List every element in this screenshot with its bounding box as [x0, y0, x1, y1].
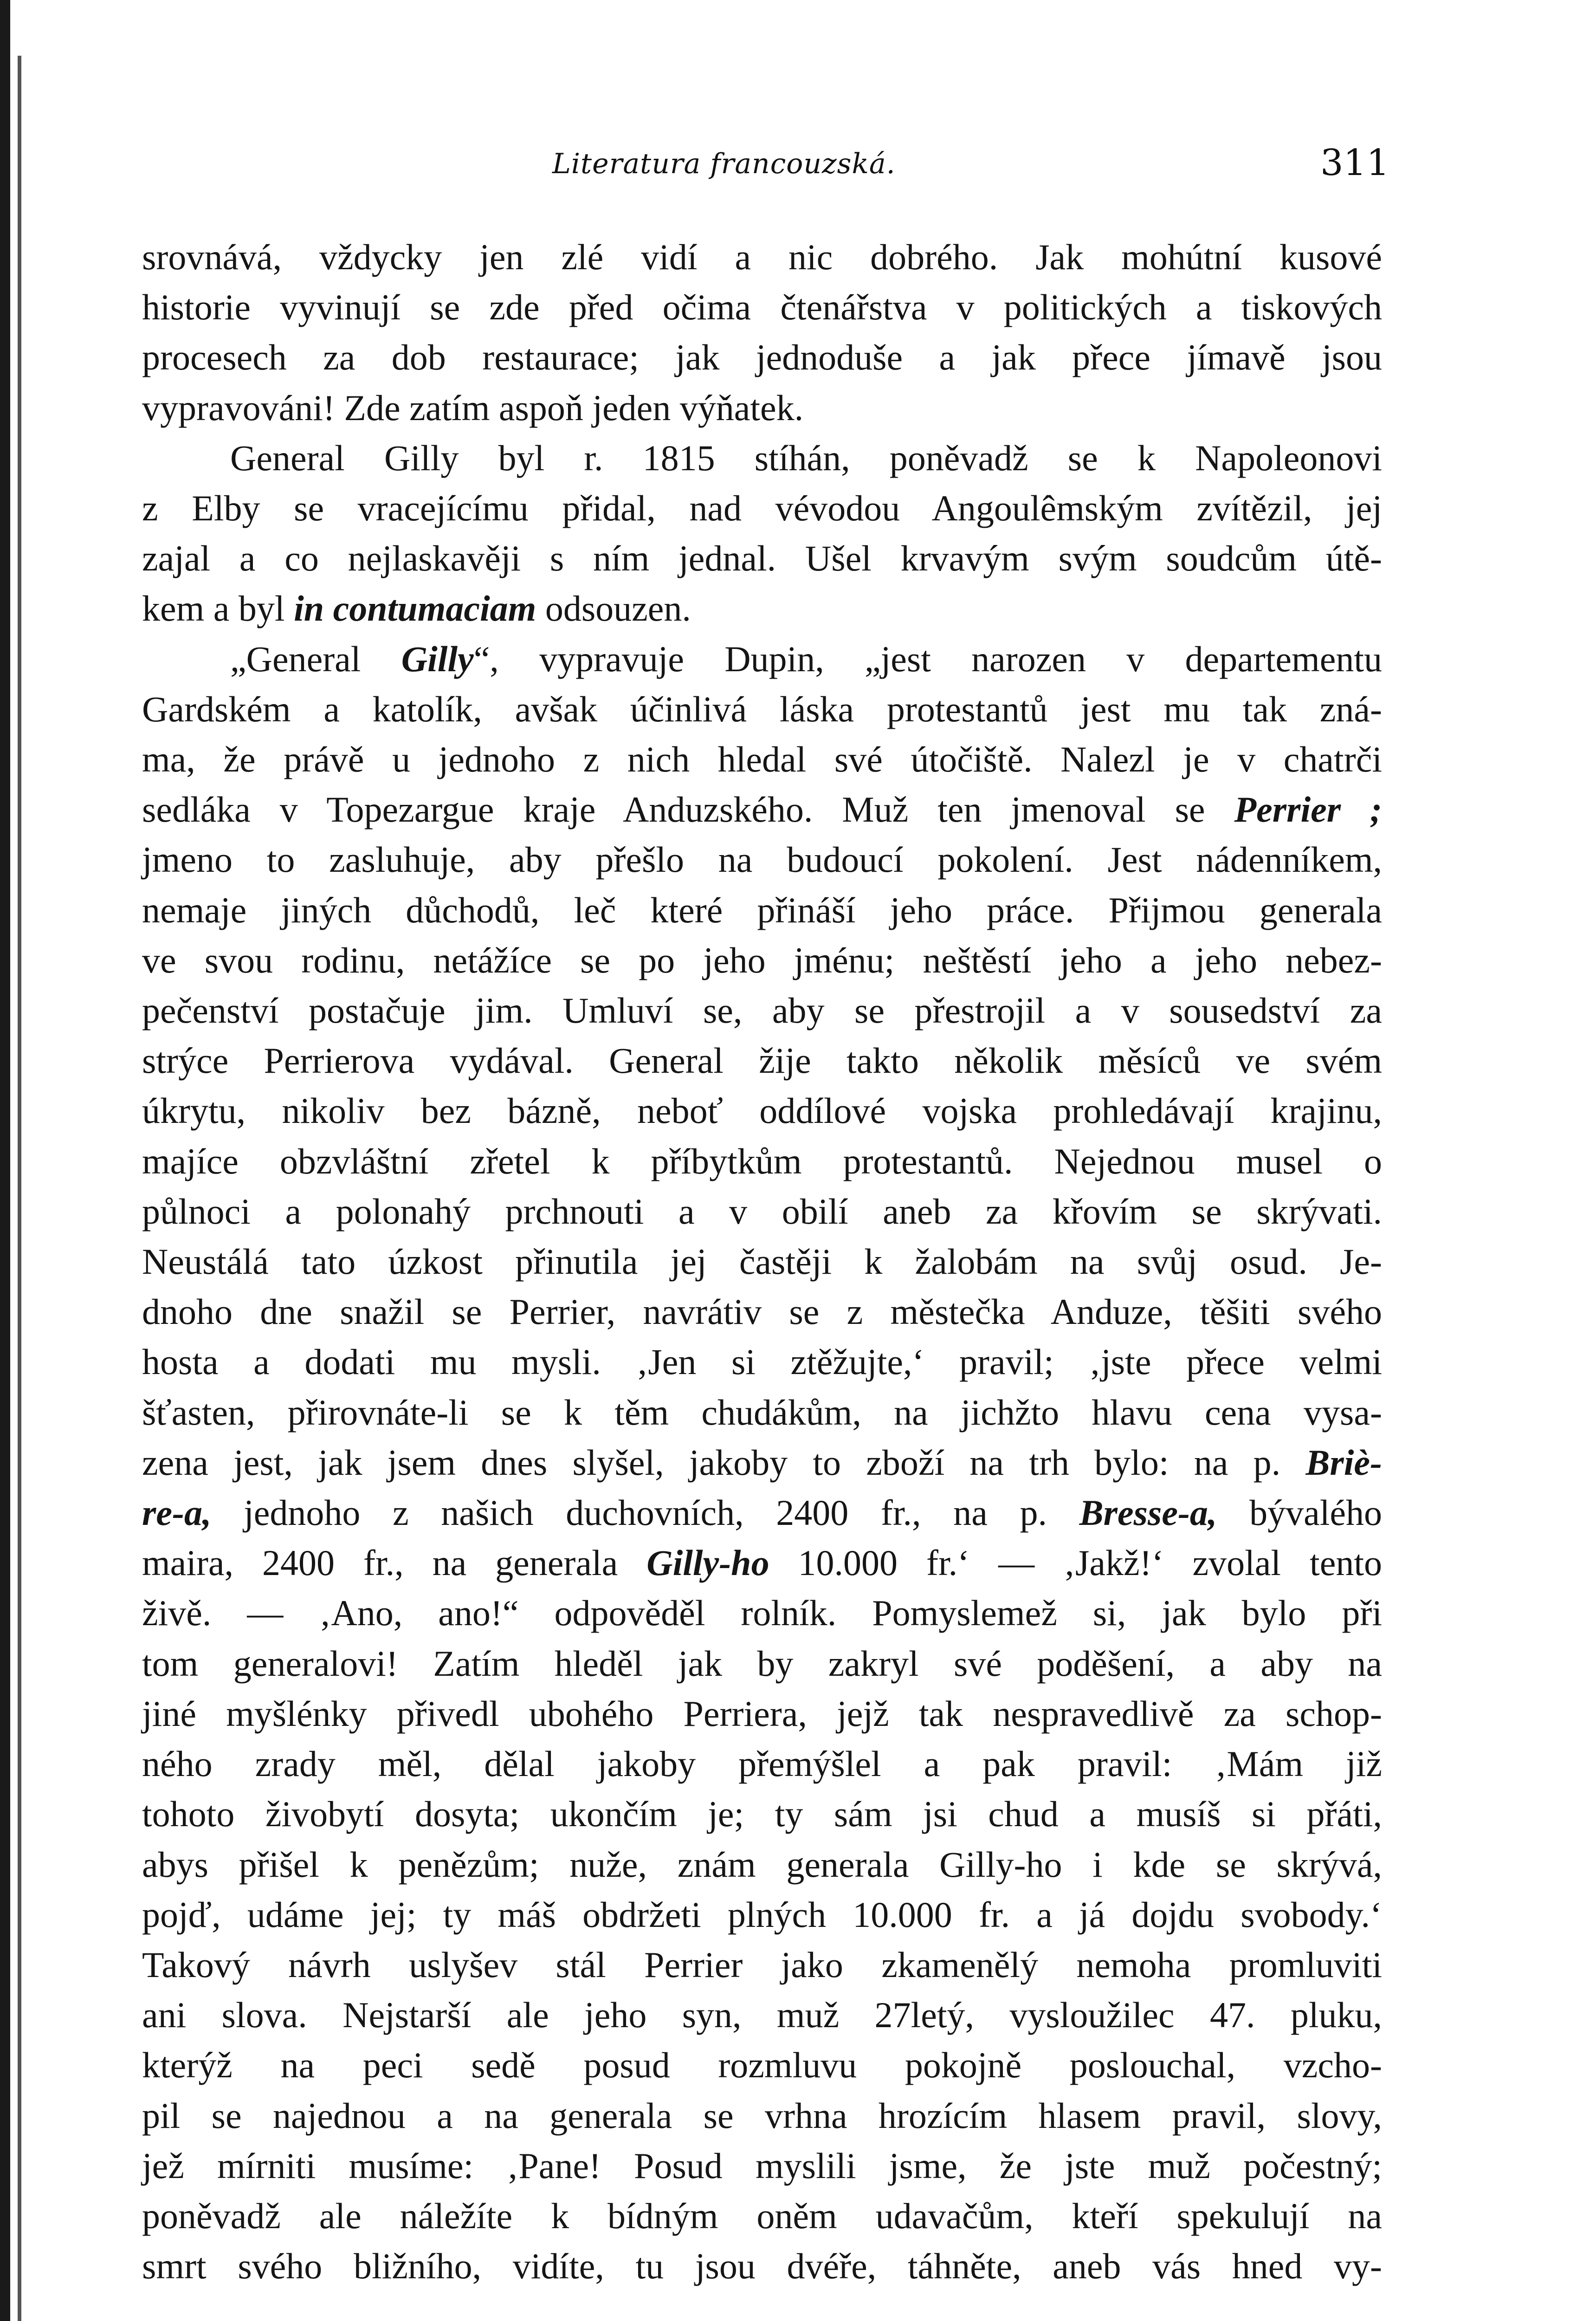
text-line: Takový návrh uslyšev stál Perrier jako zkamenělý nemoha promluviti — [142, 1944, 1382, 1985]
text-line: majíce obzvláštní zřetel k příbytkům protestantů. Nejednou musel o — [142, 1141, 1382, 1181]
text-span: zena jest, jak jsem dnes slyšel, jakoby to zboží na trh bylo: na p. — [142, 1442, 1306, 1483]
text-line: tom generalovi! Zatím hleděl jak by zakryl své poděšení, a aby na — [142, 1643, 1382, 1684]
text-line: Neustálá tato úzkost přinutila jej častěji k žalobám na svůj osud. Je- — [142, 1241, 1382, 1282]
text-line — [142, 784, 1382, 835]
text-span: bývalého — [1217, 1492, 1382, 1533]
text-span: odsouzen. — [536, 588, 691, 629]
emphasis-text: Gilly-ho — [646, 1543, 769, 1583]
text-line: historie vyvinují se zde před očima čtenářstva v politických a tiskových — [142, 287, 1382, 328]
text-span: “, vypravuje Dupin, „jest narozen v departementu — [473, 638, 1382, 679]
text-line: procesech za dob restaurace; jak jednoduše a jak přece jímavě jsou — [142, 337, 1382, 378]
text-line: jiné myšlénky přivedl ubohého Perriera, jejž tak nespravedlivě za schop- — [142, 1693, 1382, 1734]
running-title: Literatura francouzská. — [552, 148, 896, 180]
text-line: jmeno to zasluhuje, aby přešlo na budoucí pokolení. Jest nádenníkem, — [142, 839, 1382, 880]
text-line: abys přišel k penězům; nuže, znám generala Gilly-ho i kde se skrývá, — [142, 1844, 1382, 1885]
text-line: pečenství postačuje jim. Umluví se, aby se přestrojil a v sousedství za — [142, 990, 1382, 1031]
text-line: dnoho dne snažil se Perrier, navrátiv se z městečka Anduze, těšiti svého — [142, 1291, 1382, 1332]
text-line: tohoto živobytí dosyta; ukončím je; ty sám jsi chud a musíš si přáti, — [142, 1794, 1382, 1835]
text-line: kterýž na peci sedě posud rozmluvu pokojně poslouchal, vzcho- — [142, 2045, 1382, 2086]
text-line: úkrytu, nikoliv bez bázně, neboť oddílové vojska prohledávají krajinu, — [142, 1090, 1382, 1131]
text-line: ani slova. Nejstarší ale jeho syn, muž 27letý, vysloužilec 47. pluku, — [142, 1995, 1382, 2036]
text-line: živě. — ‚Ano, ano!“ odpověděl rolník. Pomyslemež si, jak bylo při — [142, 1593, 1382, 1634]
text-line: hosta a dodati mu mysli. ‚Jen si ztěžujte,‘ pravil; ‚jste přece velmi — [142, 1342, 1382, 1382]
text-line — [142, 1438, 1382, 1488]
text-span: maira, 2400 fr., na generala — [142, 1543, 647, 1583]
text-line: pojď, udáme jej; ty máš obdržeti plných 10.000 fr. a já dojdu svobody.‘ — [142, 1894, 1382, 1935]
text-line: z Elby se vracejícímu přidal, nad vévodou Angoulêmským zvítězil, jej — [142, 488, 1382, 529]
emphasis-text: Briè- — [1305, 1442, 1382, 1483]
text-line — [142, 634, 1382, 684]
text-line: srovnává, vždycky jen zlé vidí a nic dobrého. Jak mohútní kusové — [142, 237, 1382, 277]
text-span: „General — [230, 638, 401, 679]
text-span: sedláka v Topezargue kraje Anduzského. Muž ten jmenoval se — [142, 789, 1234, 830]
page-spine-shadow — [0, 0, 10, 2321]
text-line: vypravováni! Zde zatím aspoň jeden výňatek. — [142, 387, 804, 428]
text-line: zajal a co nejlaskavěji s ním jednal. Ušel krvavým svým soudcům útě- — [142, 538, 1382, 579]
text-line — [142, 1488, 1382, 1538]
text-line: jež mírniti musíme: ‚Pane! Posud myslili jsme, že jste muž počestný; — [142, 2145, 1382, 2186]
text-line: pil se najednou a na generala se vrhna hrozícím hlasem pravil, slovy, — [142, 2095, 1382, 2136]
text-line: šťasten, přirovnáte-li se k těm chudákům, na jichžto hlavu cena vysa- — [142, 1392, 1382, 1433]
emphasis-text: Perrier ; — [1234, 789, 1382, 830]
text-line: poněvadž ale náležíte k bídným oněm udavačům, kteří spekulují na — [142, 2195, 1382, 2236]
text-line: ma, že právě u jednoho z nich hledal své útočiště. Nalezl je v chatrči — [142, 739, 1382, 780]
text-span: 10.000 fr.‘ — ‚Jakž!‘ zvolal tento — [769, 1543, 1383, 1583]
text-line: strýce Perrierova vydával. General žije takto několik měsíců ve svém — [142, 1040, 1382, 1081]
page-number: 311 — [1320, 142, 1389, 184]
page-edge-line — [18, 56, 21, 2321]
emphasis-text: re-a, — [142, 1492, 212, 1533]
text-span: jednoho z našich duchovních, 2400 fr., na p. — [211, 1492, 1079, 1533]
text-line: nemaje jiných důchodů, leč které přináší jeho práce. Přijmou generala — [142, 889, 1382, 930]
text-line — [142, 1538, 1382, 1588]
text-line: půlnoci a polonahý prchnouti a v obilí aneb za křovím se skrývati. — [142, 1191, 1382, 1232]
text-line: smrt svého bližního, vidíte, tu jsou dvéře, táhněte, aneb vás hned vy- — [142, 2246, 1382, 2287]
emphasis-text: in contumaciam — [294, 588, 536, 629]
body-text — [142, 232, 1382, 2291]
text-line — [142, 583, 1382, 634]
text-span: kem a byl — [142, 588, 294, 629]
emphasis-text: Gilly — [401, 638, 474, 679]
text-line: ného zrady měl, dělal jakoby přemýšlel a pak pravil: ‚Mám již — [142, 1744, 1382, 1784]
emphasis-text: Bresse-a, — [1079, 1492, 1217, 1533]
text-line: General Gilly byl r. 1815 stíhán, poněvadž se k Napoleonovi — [230, 437, 1382, 478]
text-line: ve svou rodinu, netážíce se po jeho jménu; neštěstí jeho a jeho nebez- — [142, 940, 1382, 980]
text-line: Gardském a katolík, avšak účinlivá láska protestantů jest mu tak zná- — [142, 688, 1382, 729]
